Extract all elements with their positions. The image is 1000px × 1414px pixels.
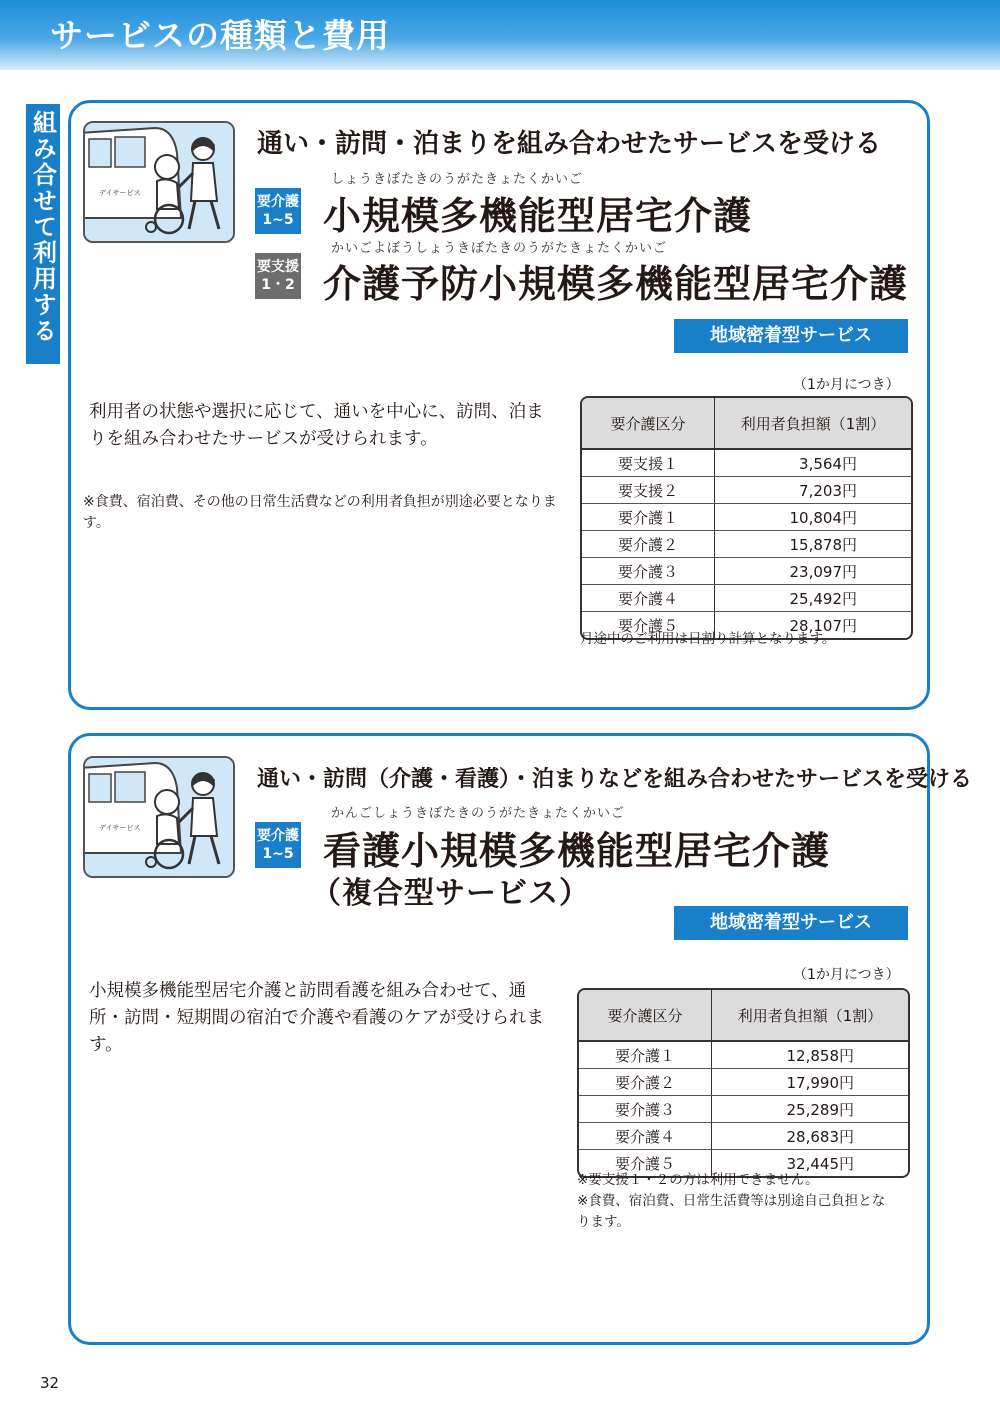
fee-cell: 17,990円 bbox=[712, 1069, 908, 1096]
care-level-cell: 要介護１ bbox=[579, 1042, 712, 1069]
service-card-nursing-small-multifunction bbox=[68, 733, 973, 1345]
service-title-sub: （複合型サービス） bbox=[311, 876, 590, 911]
community-service-tag: 地域密着型サービス bbox=[674, 319, 908, 353]
per-month-label: （1か月につき） bbox=[793, 377, 900, 393]
care-level-cell: 要支援２ bbox=[582, 477, 715, 504]
page-number: 32 bbox=[40, 1374, 60, 1392]
service-card-small-multifunction bbox=[68, 100, 930, 710]
cost-note: ※食費、宿泊費、日常生活費等は別途自己負担となります。 bbox=[577, 1193, 886, 1230]
table-row bbox=[582, 558, 911, 585]
table-header-fee: 利用者負担額（1割） bbox=[712, 990, 908, 1042]
side-tab-label: 組み合せて利用する bbox=[28, 110, 57, 344]
service-subtitle: 通い・訪問・泊まりを組み合わせたサービスを受ける bbox=[257, 129, 882, 159]
table-row bbox=[579, 1042, 908, 1069]
title-reading: かいごよぼうしょうきぼたきのうがたきょたくかいご bbox=[331, 241, 668, 256]
per-month-label: （1か月につき） bbox=[793, 967, 900, 983]
table-header-level: 要介護区分 bbox=[582, 398, 715, 450]
table-row bbox=[579, 1096, 908, 1123]
care-level-cell: 要介護４ bbox=[579, 1123, 712, 1150]
table-row bbox=[582, 504, 911, 531]
fee-cell: 10,804円 bbox=[715, 504, 911, 531]
table-row bbox=[582, 585, 911, 612]
fee-cell: 28,107円 bbox=[789, 616, 857, 635]
section-side-tab bbox=[26, 104, 60, 364]
fee-table bbox=[577, 988, 910, 1178]
fee-cell: 25,492円 bbox=[715, 585, 911, 612]
care-level-cell: 要介護２ bbox=[582, 531, 715, 558]
table-row bbox=[582, 477, 911, 504]
title-reading: しょうきぼたきのうがたきょたくかいご bbox=[331, 172, 584, 187]
care-level-cell: 要介護３ bbox=[582, 558, 715, 585]
page-title: サービスの種類と費用 bbox=[50, 16, 390, 55]
fee-cell: 28,683円 bbox=[712, 1123, 908, 1150]
community-service-tag: 地域密着型サービス bbox=[674, 906, 908, 940]
eligibility-note: ※要支援１・２の方は利用できません。 bbox=[577, 1172, 819, 1188]
page-header bbox=[0, 0, 1000, 70]
table-header-level: 要介護区分 bbox=[579, 990, 712, 1042]
care-level-cell: 要介護５ bbox=[579, 1150, 712, 1176]
table-header-fee: 利用者負担額（1割） bbox=[715, 398, 911, 450]
care-level-cell: 要支援１ bbox=[582, 450, 715, 477]
daycare-van-illustration bbox=[83, 756, 235, 878]
service-description: 小規模多機能型居宅介護と訪問看護を組み合わせて、通所・訪問・短期間の宿泊で介護や看護のケアが受けられます。 bbox=[89, 981, 544, 1055]
fee-cell: 12,858円 bbox=[712, 1042, 908, 1069]
care-level-cell: 要介護４ bbox=[582, 585, 715, 612]
fee-cell: 32,445円 bbox=[786, 1154, 854, 1173]
van-label: デイサービス bbox=[99, 189, 141, 197]
fee-table bbox=[580, 396, 913, 640]
cost-note: ※食費、宿泊費、その他の日常生活費などの利用者負担が別途必要となります。 bbox=[83, 494, 557, 531]
service-title: 小規模多機能型居宅介護 bbox=[323, 194, 753, 238]
fee-cell: 15,878円 bbox=[715, 531, 911, 558]
care-level-cell: 要介護５ bbox=[582, 612, 715, 638]
prorate-note: 月途中のご利用は日割り計算となります。 bbox=[580, 631, 836, 647]
table-row bbox=[579, 1123, 908, 1150]
title-reading: かんごしょうきぼたきのうがたきょたくかいご bbox=[331, 806, 626, 821]
service-title-preventive: 介護予防小規模多機能型居宅介護 bbox=[323, 262, 909, 306]
fee-cell: 23,097円 bbox=[715, 558, 911, 585]
care-level-cell: 要介護１ bbox=[582, 504, 715, 531]
table-row bbox=[582, 531, 911, 558]
table-row bbox=[582, 450, 911, 477]
fee-cell: 7,203円 bbox=[715, 477, 911, 504]
support-level-badge: 要支援 1・2 bbox=[255, 253, 301, 299]
fee-cell: 3,564円 bbox=[715, 450, 911, 477]
care-level-cell: 要介護２ bbox=[579, 1069, 712, 1096]
van-label: デイサービス bbox=[99, 824, 141, 832]
service-description: 利用者の状態や選択に応じて、通いを中心に、訪問、泊まりを組み合わせたサービスが受けられます。 bbox=[89, 402, 544, 449]
daycare-van-illustration bbox=[83, 121, 235, 243]
fee-cell: 25,289円 bbox=[712, 1096, 908, 1123]
service-subtitle: 通い・訪問（介護・看護）・泊まりなどを組み合わせたサービスを受ける bbox=[257, 767, 973, 792]
service-title: 看護小規模多機能型居宅介護 bbox=[323, 829, 831, 873]
care-level-badge: 要介護 1~5 bbox=[255, 822, 301, 868]
table-row bbox=[579, 1069, 908, 1096]
care-level-badge: 要介護 1~5 bbox=[255, 188, 301, 234]
care-level-cell: 要介護３ bbox=[579, 1096, 712, 1123]
